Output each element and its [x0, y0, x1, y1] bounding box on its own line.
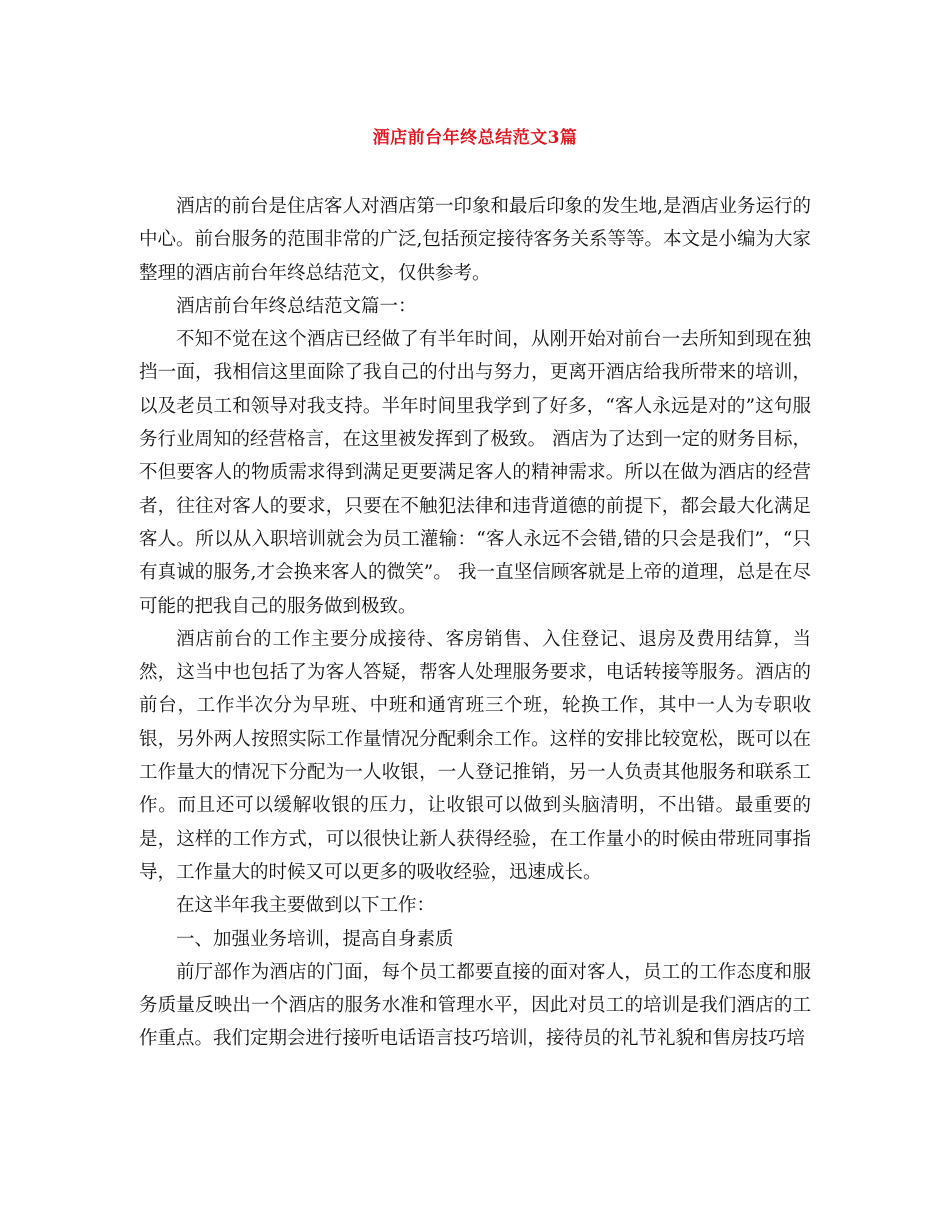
section-heading: 一、加强业务培训，提高自身素质 [176, 928, 454, 950]
paragraph: 前厅部作为酒店的门面，每个员工都要直接的面对客人，员工的工作态度和服务质量反映出一个酒店的服务水准和管理水平，因此对员工的培训是我们酒店的工作重点。我们定期会进行接听电话语言技巧培训，接待员的礼节礼貌和售房技巧培 [139, 961, 811, 1050]
paragraph: 不知不觉在这个酒店已经做了有半年时间，从刚开始对前台一去所知到现在独挡一面，我相信这里面除了我自己的付出与努力，更离开酒店给我所带来的培训，以及老员工和领导对我支持。半年时间里我学到了好多，“客人永远是对的”这句服务行业周知的经营格言，在这里被发挥到了极致。 酒店为了达到一定的财务目标，不但要客人的物质需求得到满足更要满足客人的精神需求。所以在做为酒店的经营者，往往对客人的要求，只要在不触犯法律和违背道德的前提下，都会最大化满足客人。所以从入职培训就会为员工灌输：“客人永远不会错,错的只会是我们”，“只有真诚的服务,才会换来客人的微笑”。 我一直坚信顾客就是上帝的道理，总是在尽可能的把我自己的服务做到极致。 [139, 329, 811, 617]
paragraph-intro: 酒店的前台是住店客人对酒店第一印象和最后印象的发生地,是酒店业务运行的中心。前台服务的范围非常的广泛,包括预定接待客务关系等等。本文是小编为大家整理的酒店前台年终总结范文，仅供参考。 [139, 196, 811, 284]
document-title: 酒店前台年终总结范文3篇 [372, 128, 578, 148]
document-body [139, 190, 811, 1056]
paragraph: 酒店前台的工作主要分成接待、客房销售、入住登记、退房及费用结算，当然，这当中也包括了为客人答疑，帮客人处理服务要求，电话转接等服务。酒店的前台，工作半次分为早班、中班和通宵班三个班，轮换工作，其中一人为专职收银，另外两人按照实际工作量情况分配剩余工作。这样的安排比较宽松，既可以在工作量大的情况下分配为一人收银，一人登记推销，另一人负责其他服务和联系工作。而且还可以缓解收银的压力，让收银可以做到头脑清明，不出错。最重要的是，这样的工作方式，可以很快让新人获得经验，在工作量小的时候由带班同事指导，工作量大的时候又可以更多的吸收经验，迅速成长。 [139, 628, 811, 883]
paragraph: 在这半年我主要做到以下工作： [176, 895, 436, 917]
section-heading-part-one: 酒店前台年终总结范文篇一： [176, 295, 417, 317]
